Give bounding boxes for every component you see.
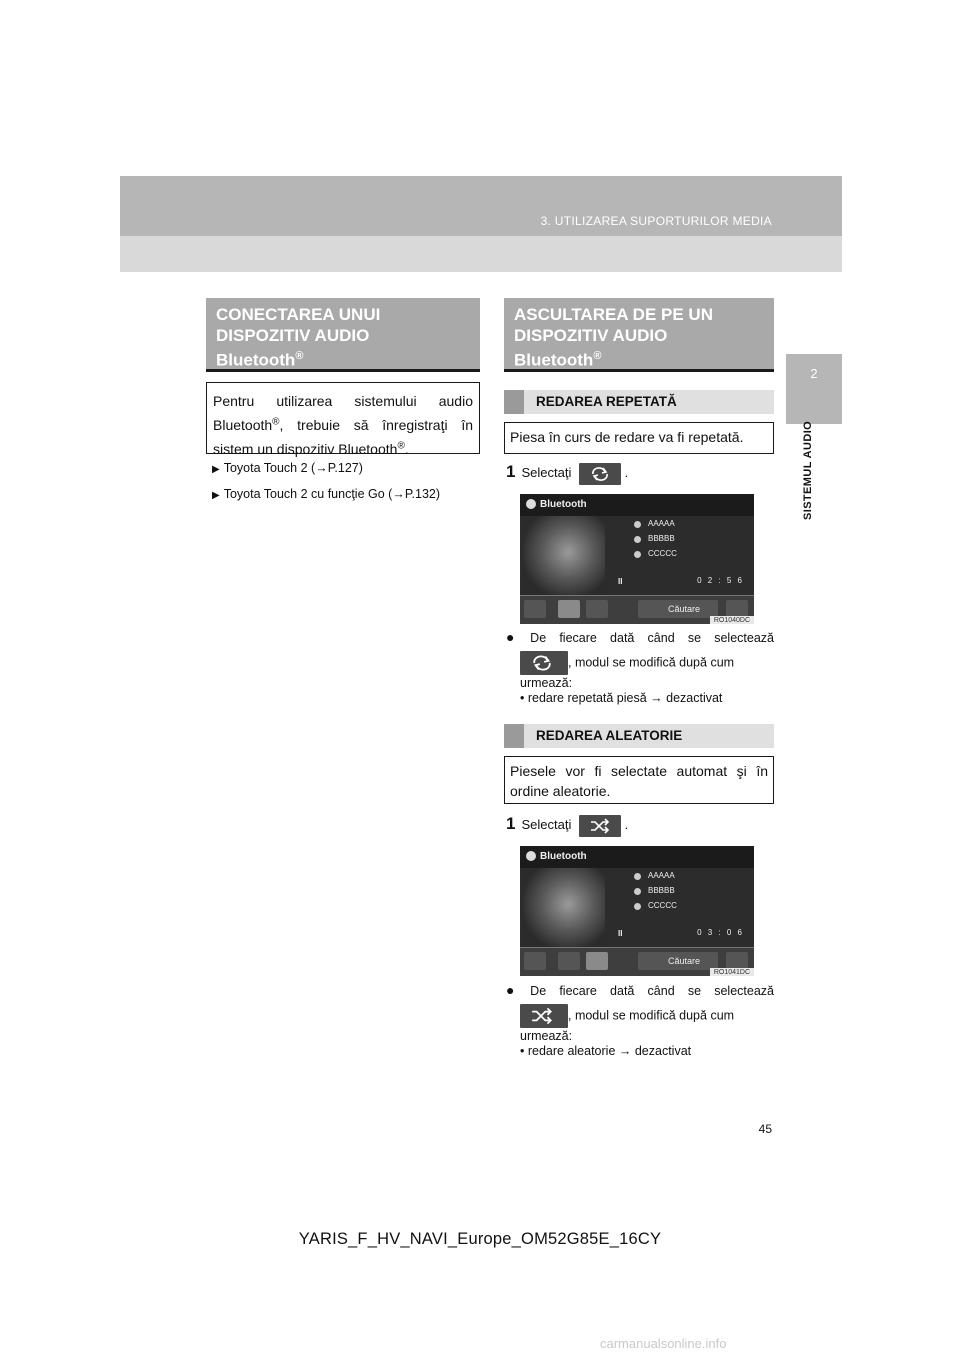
- shuffle-icon[interactable]: [579, 815, 621, 837]
- page-number: 45: [758, 1122, 772, 1136]
- track-title: AAAAA: [648, 519, 675, 528]
- album-art: [523, 516, 605, 596]
- watermark: carmanualsonline.info: [600, 1336, 727, 1351]
- bluetooth-icon: [526, 851, 536, 861]
- bluetooth-icon: [526, 499, 536, 509]
- shuffle-step: 1 Selectaţi .: [506, 814, 628, 837]
- screenshot-shuffle: [520, 846, 754, 976]
- device-button[interactable]: [524, 600, 546, 618]
- left-intro-box: Pentru utilizarea sistemului audio Bluetooth®, trebuie să înregistraţi în sistem un dispozitiv Bluetooth®.: [206, 382, 480, 454]
- repeat-step: 1 Selectaţi .: [506, 462, 628, 485]
- pause-icon[interactable]: II: [618, 577, 623, 586]
- track-album: CCCCC: [648, 901, 677, 910]
- shuffle-button[interactable]: [586, 600, 608, 618]
- artist-icon: [634, 888, 641, 895]
- track-title: AAAAA: [648, 871, 675, 880]
- shuffle-icon: [520, 1004, 568, 1028]
- repeat-icon[interactable]: [579, 463, 621, 485]
- screen-title: Bluetooth: [540, 499, 587, 510]
- image-code: RO1040DC: [710, 616, 754, 624]
- album-art: [523, 868, 605, 948]
- repeat-button[interactable]: [558, 600, 580, 618]
- album-icon: [634, 903, 641, 910]
- track-album: CCCCC: [648, 549, 677, 558]
- chapter-number: 2: [810, 366, 818, 381]
- music-note-icon: [634, 873, 641, 880]
- shuffle-heading: REDAREA ALEATORIE: [504, 724, 774, 748]
- shuffle-note: ● De fiecare dată când se selectează , modul se modifică după cum urmează: • redare aleatorie → dezactivat: [506, 982, 774, 1058]
- link-toyota-touch-2[interactable]: ▶ Toyota Touch 2 (→P.127): [212, 461, 363, 475]
- track-artist: BBBBB: [648, 886, 675, 895]
- repeat-note: ● De fiecare dată când se selectează , modul se modifică după cum urmează: • redare repetată piesă → dezactivat: [506, 629, 774, 705]
- play-time: 0 3 : 0 6: [697, 928, 744, 937]
- repeat-box: Piesa în curs de redare va fi repetată.: [504, 422, 774, 454]
- device-button[interactable]: [524, 952, 546, 970]
- track-artist: BBBBB: [648, 534, 675, 543]
- left-section-title: CONECTAREA UNUI DISPOZITIV AUDIO Bluetooth®: [206, 298, 480, 372]
- document-code: YARIS_F_HV_NAVI_Europe_OM52G85E_16CY: [298, 1230, 662, 1248]
- arrow-right-icon: ▶: [212, 490, 220, 501]
- shuffle-button[interactable]: [586, 952, 608, 970]
- right-section-title: ASCULTAREA DE PE UN DISPOZITIV AUDIO Bluetooth®: [504, 298, 774, 372]
- chapter-tab: [786, 354, 842, 424]
- album-icon: [634, 551, 641, 558]
- repeat-icon: [520, 651, 568, 675]
- repeat-button[interactable]: [558, 952, 580, 970]
- search-label: Căutare: [668, 956, 701, 966]
- link-toyota-touch-2-go[interactable]: ▶ Toyota Touch 2 cu funcţie Go (→P.132): [212, 487, 441, 501]
- screenshot-repeat: [520, 494, 754, 624]
- image-code: RO1041DC: [710, 968, 754, 976]
- music-note-icon: [634, 521, 641, 528]
- pause-icon[interactable]: II: [618, 929, 623, 938]
- arrow-right-icon: ▶: [212, 464, 220, 475]
- section-title: 3. UTILIZAREA SUPORTURILOR MEDIA: [540, 214, 772, 228]
- search-label: Căutare: [668, 604, 701, 614]
- header-subband: [120, 236, 842, 272]
- artist-icon: [634, 536, 641, 543]
- chapter-title: SISTEMUL AUDIO: [802, 420, 814, 520]
- screen-title: Bluetooth: [540, 851, 587, 862]
- play-time: 0 2 : 5 6: [697, 576, 744, 585]
- repeat-heading: REDAREA REPETATĂ: [504, 390, 774, 414]
- shuffle-box: Piesele vor fi selectate automat şi în ordine aleatorie.: [504, 756, 774, 804]
